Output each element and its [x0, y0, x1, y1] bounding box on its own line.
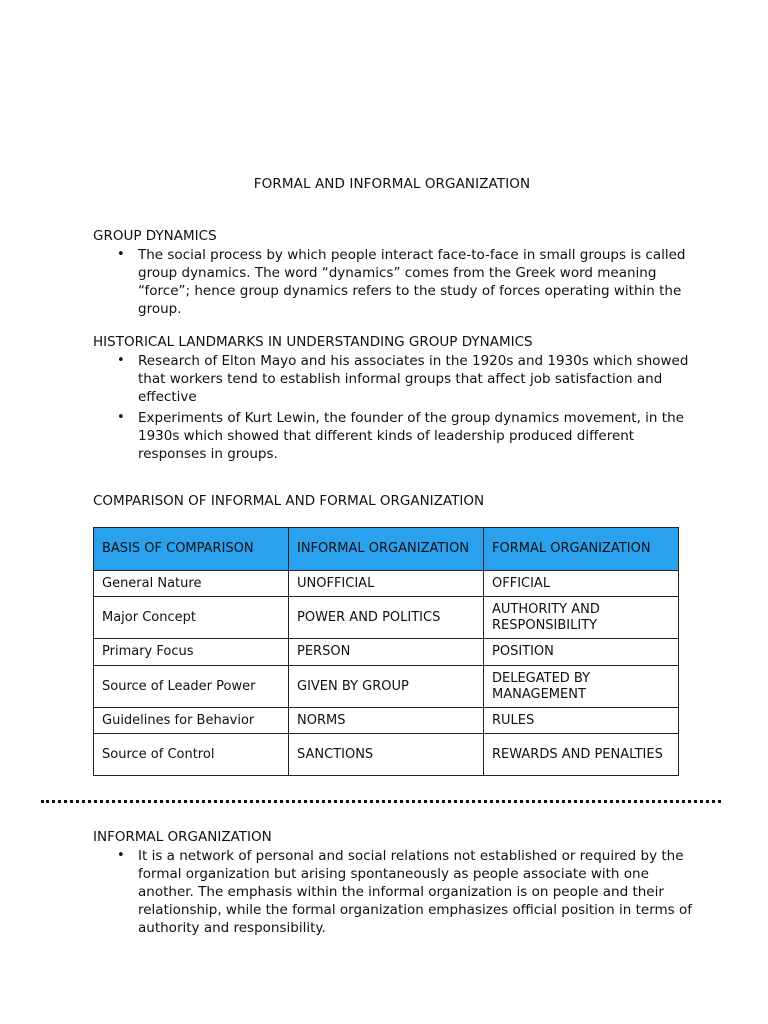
- table-cell: Primary Focus: [94, 639, 289, 666]
- table-header-cell: BASIS OF COMPARISON: [94, 528, 289, 571]
- list-item: • Experiments of Kurt Lewin, the founder of the group dynamics movement, in the 1930s which showed that different kinds of leadership produced different responses in groups.: [117, 410, 684, 462]
- table-cell: REWARDS AND PENALTIES: [484, 734, 679, 776]
- group-dynamics-list: [117, 246, 697, 321]
- table-cell: Source of Leader Power: [94, 666, 289, 708]
- bullet-icon: •: [117, 848, 125, 863]
- table-cell: POWER AND POLITICS: [289, 597, 484, 639]
- table-cell: Guidelines for Behavior: [94, 708, 289, 734]
- table-cell: Major Concept: [94, 597, 289, 639]
- historical-list: [117, 352, 697, 466]
- comparison-table: [93, 527, 679, 776]
- table-cell: RULES: [484, 708, 679, 734]
- table-header-cell: FORMAL ORGANIZATION: [484, 528, 679, 571]
- informal-organization-list: [117, 847, 695, 940]
- list-item: • Research of Elton Mayo and his associates in the 1920s and 1930s which showed that workers tend to establish informal groups that affect job satisfaction and effective: [117, 353, 689, 405]
- dotted-divider: [41, 800, 721, 803]
- table-row: [94, 571, 679, 597]
- table-cell: GIVEN BY GROUP: [289, 666, 484, 708]
- comparison-heading: COMPARISON OF INFORMAL AND FORMAL ORGANIZATION: [93, 493, 485, 509]
- group-dynamics-heading: GROUP DYNAMICS: [93, 228, 217, 244]
- bullet-icon: •: [117, 353, 125, 368]
- table-row: [94, 597, 679, 639]
- table-cell: POSITION: [484, 639, 679, 666]
- table-cell: AUTHORITY AND RESPONSIBILITY: [484, 597, 679, 639]
- list-item: • The social process by which people interact face-to-face in small groups is called group dynamics. The word “dynamics” comes from the Greek word meaning “force”; hence group dynamics refers to the study of forces operating within the group.: [117, 247, 686, 317]
- table-cell: SANCTIONS: [289, 734, 484, 776]
- table-cell: Source of Control: [94, 734, 289, 776]
- table-cell: NORMS: [289, 708, 484, 734]
- table-cell: UNOFFICIAL: [289, 571, 484, 597]
- informal-organization-heading: INFORMAL ORGANIZATION: [93, 829, 272, 845]
- table-row: [94, 639, 679, 666]
- list-item: • It is a network of personal and social relations not established or required by the formal organization but arising spontaneously as people associate with one another. The emphasis within the informal organization is on people and their relationship, while the formal organization emphasizes official position in terms of authority and responsibility.: [117, 848, 693, 936]
- table-header-row: [94, 528, 679, 571]
- table-cell: PERSON: [289, 639, 484, 666]
- table-row: [94, 734, 679, 776]
- bullet-icon: •: [117, 247, 125, 262]
- table-row: [94, 666, 679, 708]
- document-title: FORMAL AND INFORMAL ORGANIZATION: [253, 176, 531, 192]
- table-row: [94, 708, 679, 734]
- historical-heading: HISTORICAL LANDMARKS IN UNDERSTANDING GROUP DYNAMICS: [93, 334, 533, 350]
- table-cell: OFFICIAL: [484, 571, 679, 597]
- table-header-cell: INFORMAL ORGANIZATION: [289, 528, 484, 571]
- table-cell: DELEGATED BY MANAGEMENT: [484, 666, 679, 708]
- table-cell: General Nature: [94, 571, 289, 597]
- bullet-icon: •: [117, 410, 125, 425]
